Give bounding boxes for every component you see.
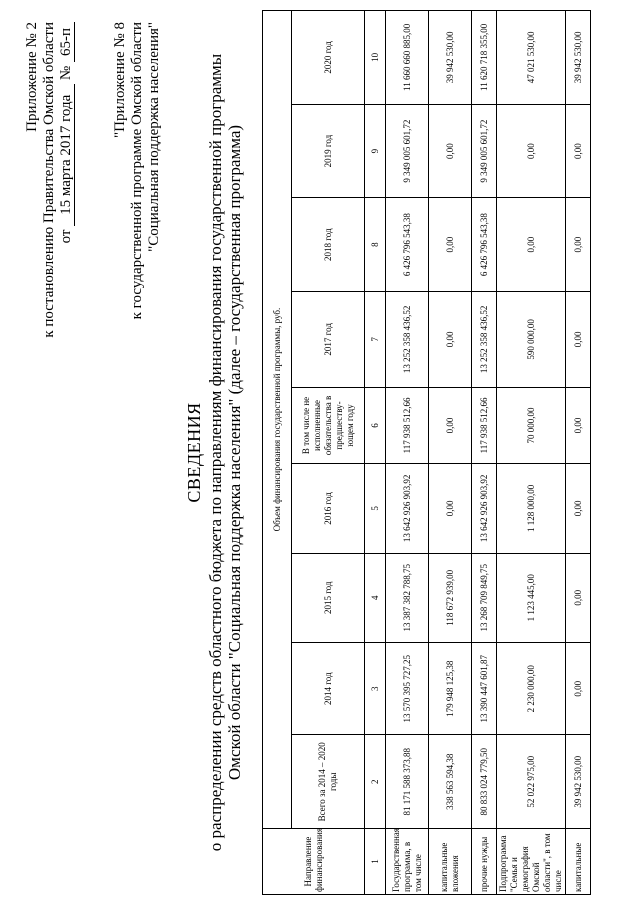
table-row xyxy=(386,11,429,895)
column-header: 2016 год xyxy=(292,464,365,553)
column-header: 2014 год xyxy=(292,642,365,735)
table-cell: 0,00 xyxy=(429,387,472,464)
column-index: 10 xyxy=(365,11,386,105)
program-appendix-number: "Приложение № 8 xyxy=(112,22,128,138)
table-cell: 81 171 588 373,88 xyxy=(386,735,429,829)
table-cell: 0,00 xyxy=(566,104,591,198)
table-cell: 39 942 530,00 xyxy=(566,735,591,829)
number-prefix: № xyxy=(58,65,74,81)
column-index: 2 xyxy=(365,735,386,829)
column-index: 8 xyxy=(365,198,386,292)
table-cell: 52 022 975,00 xyxy=(497,735,566,829)
column-header: 2018 год xyxy=(292,198,365,292)
program-appendix-header xyxy=(112,22,163,319)
table-cell: 11 620 718 355,00 xyxy=(472,11,497,105)
table-cell: 9 349 005 601,72 xyxy=(472,104,497,198)
resolution-date: 15 марта 2017 года xyxy=(59,84,75,226)
financing-table xyxy=(262,10,591,895)
table-cell: 13 642 926 903,92 xyxy=(386,464,429,553)
column-index: 6 xyxy=(365,387,386,464)
table-cell: 590 000,00 xyxy=(497,291,566,387)
table-row xyxy=(472,11,497,895)
table-cell: 338 563 594,38 xyxy=(429,735,472,829)
table-row xyxy=(429,11,472,895)
table-cell: 0,00 xyxy=(566,464,591,553)
direction-column-header: Направление финансирования xyxy=(263,829,365,895)
table-cell: 1 128 000,00 xyxy=(497,464,566,553)
table-cell: 117 938 512,66 xyxy=(472,387,497,464)
document-title xyxy=(185,0,244,905)
table-cell: 39 942 530,00 xyxy=(429,11,472,105)
table-cell: 0,00 xyxy=(429,198,472,292)
column-header: В том числе не исполненные обязательства в предшеству-ющем году xyxy=(292,387,365,464)
column-header: 2019 год xyxy=(292,104,365,198)
table-cell: 0,00 xyxy=(497,198,566,292)
column-index: 5 xyxy=(365,464,386,553)
table-cell: 0,00 xyxy=(566,642,591,735)
table-cell: 47 021 530,00 xyxy=(497,11,566,105)
table-cell: 0,00 xyxy=(566,291,591,387)
table-cell: 2 230 000,00 xyxy=(497,642,566,735)
table-cell: 6 426 796 543,38 xyxy=(472,198,497,292)
column-index: 9 xyxy=(365,104,386,198)
resolution-number: 65-п xyxy=(59,22,75,62)
table-cell: 13 390 447 601,87 xyxy=(472,642,497,735)
column-header: 2015 год xyxy=(292,553,365,642)
column-index: 7 xyxy=(365,291,386,387)
table-cell: 13 387 382 788,75 xyxy=(386,553,429,642)
row-label: Подпрограмма "Семья и демография Омской области", в том числе xyxy=(497,829,566,895)
table-cell: 0,00 xyxy=(429,464,472,553)
row-label: прочие нужды xyxy=(472,829,497,895)
table-cell: 6 426 796 543,38 xyxy=(386,198,429,292)
table-cell: 13 252 358 436,52 xyxy=(386,291,429,387)
table-cell: 0,00 xyxy=(566,198,591,292)
table-cell: 118 672 939,00 xyxy=(429,553,472,642)
column-header: 2020 год xyxy=(292,11,365,105)
table-cell: 11 660 660 885,00 xyxy=(386,11,429,105)
table-cell: 39 942 530,00 xyxy=(566,11,591,105)
table-cell: 13 268 709 849,75 xyxy=(472,553,497,642)
title-line-1: о распределении средств областного бюджета по направлениям финансирования государственной программы xyxy=(206,53,225,852)
table-cell: 117 938 512,66 xyxy=(386,387,429,464)
title-main: СВЕДЕНИЯ xyxy=(184,402,204,503)
row-label: капитальные вложения xyxy=(429,829,472,895)
table-cell: 0,00 xyxy=(429,291,472,387)
table-cell: 13 252 358 436,52 xyxy=(472,291,497,387)
table-cell: 0,00 xyxy=(566,387,591,464)
appendix-date-line xyxy=(58,22,75,338)
table-cell: 13 642 926 903,92 xyxy=(472,464,497,553)
table-cell: 70 000,00 xyxy=(497,387,566,464)
row-label: капитальные xyxy=(566,829,591,895)
column-index: 3 xyxy=(365,642,386,735)
table-cell: 0,00 xyxy=(429,104,472,198)
appendix-resolution-ref: к постановлению Правительства Омской области xyxy=(41,22,57,338)
table-cell: 0,00 xyxy=(497,104,566,198)
date-prefix: от xyxy=(58,229,74,244)
appendix-number: Приложение № 2 xyxy=(24,22,40,132)
column-header: Всего за 2014 – 2020 годы xyxy=(292,735,365,829)
volume-column-header: Объем финансирования государственной программы, руб. xyxy=(263,11,292,829)
column-header: 2017 год xyxy=(292,291,365,387)
program-appendix-ref: к государственной программе Омской области xyxy=(129,22,145,320)
table-row xyxy=(497,11,566,895)
column-index: 4 xyxy=(365,553,386,642)
table-cell: 80 833 024 779,50 xyxy=(472,735,497,829)
table-cell: 179 948 125,38 xyxy=(429,642,472,735)
table-cell: 0,00 xyxy=(566,553,591,642)
appendix-header xyxy=(24,22,75,338)
table-cell: 13 570 395 727,25 xyxy=(386,642,429,735)
column-index: 1 xyxy=(365,829,386,895)
title-line-2: Омской области "Социальная поддержка населения" (далее – государственная программа) xyxy=(225,124,244,781)
table-cell: 9 349 005 601,72 xyxy=(386,104,429,198)
program-appendix-name: "Социальная поддержка населения" xyxy=(146,22,162,252)
table-row xyxy=(566,11,591,895)
row-label: Государственная программа, в том числе xyxy=(386,829,429,895)
table-cell: 1 123 445,00 xyxy=(497,553,566,642)
